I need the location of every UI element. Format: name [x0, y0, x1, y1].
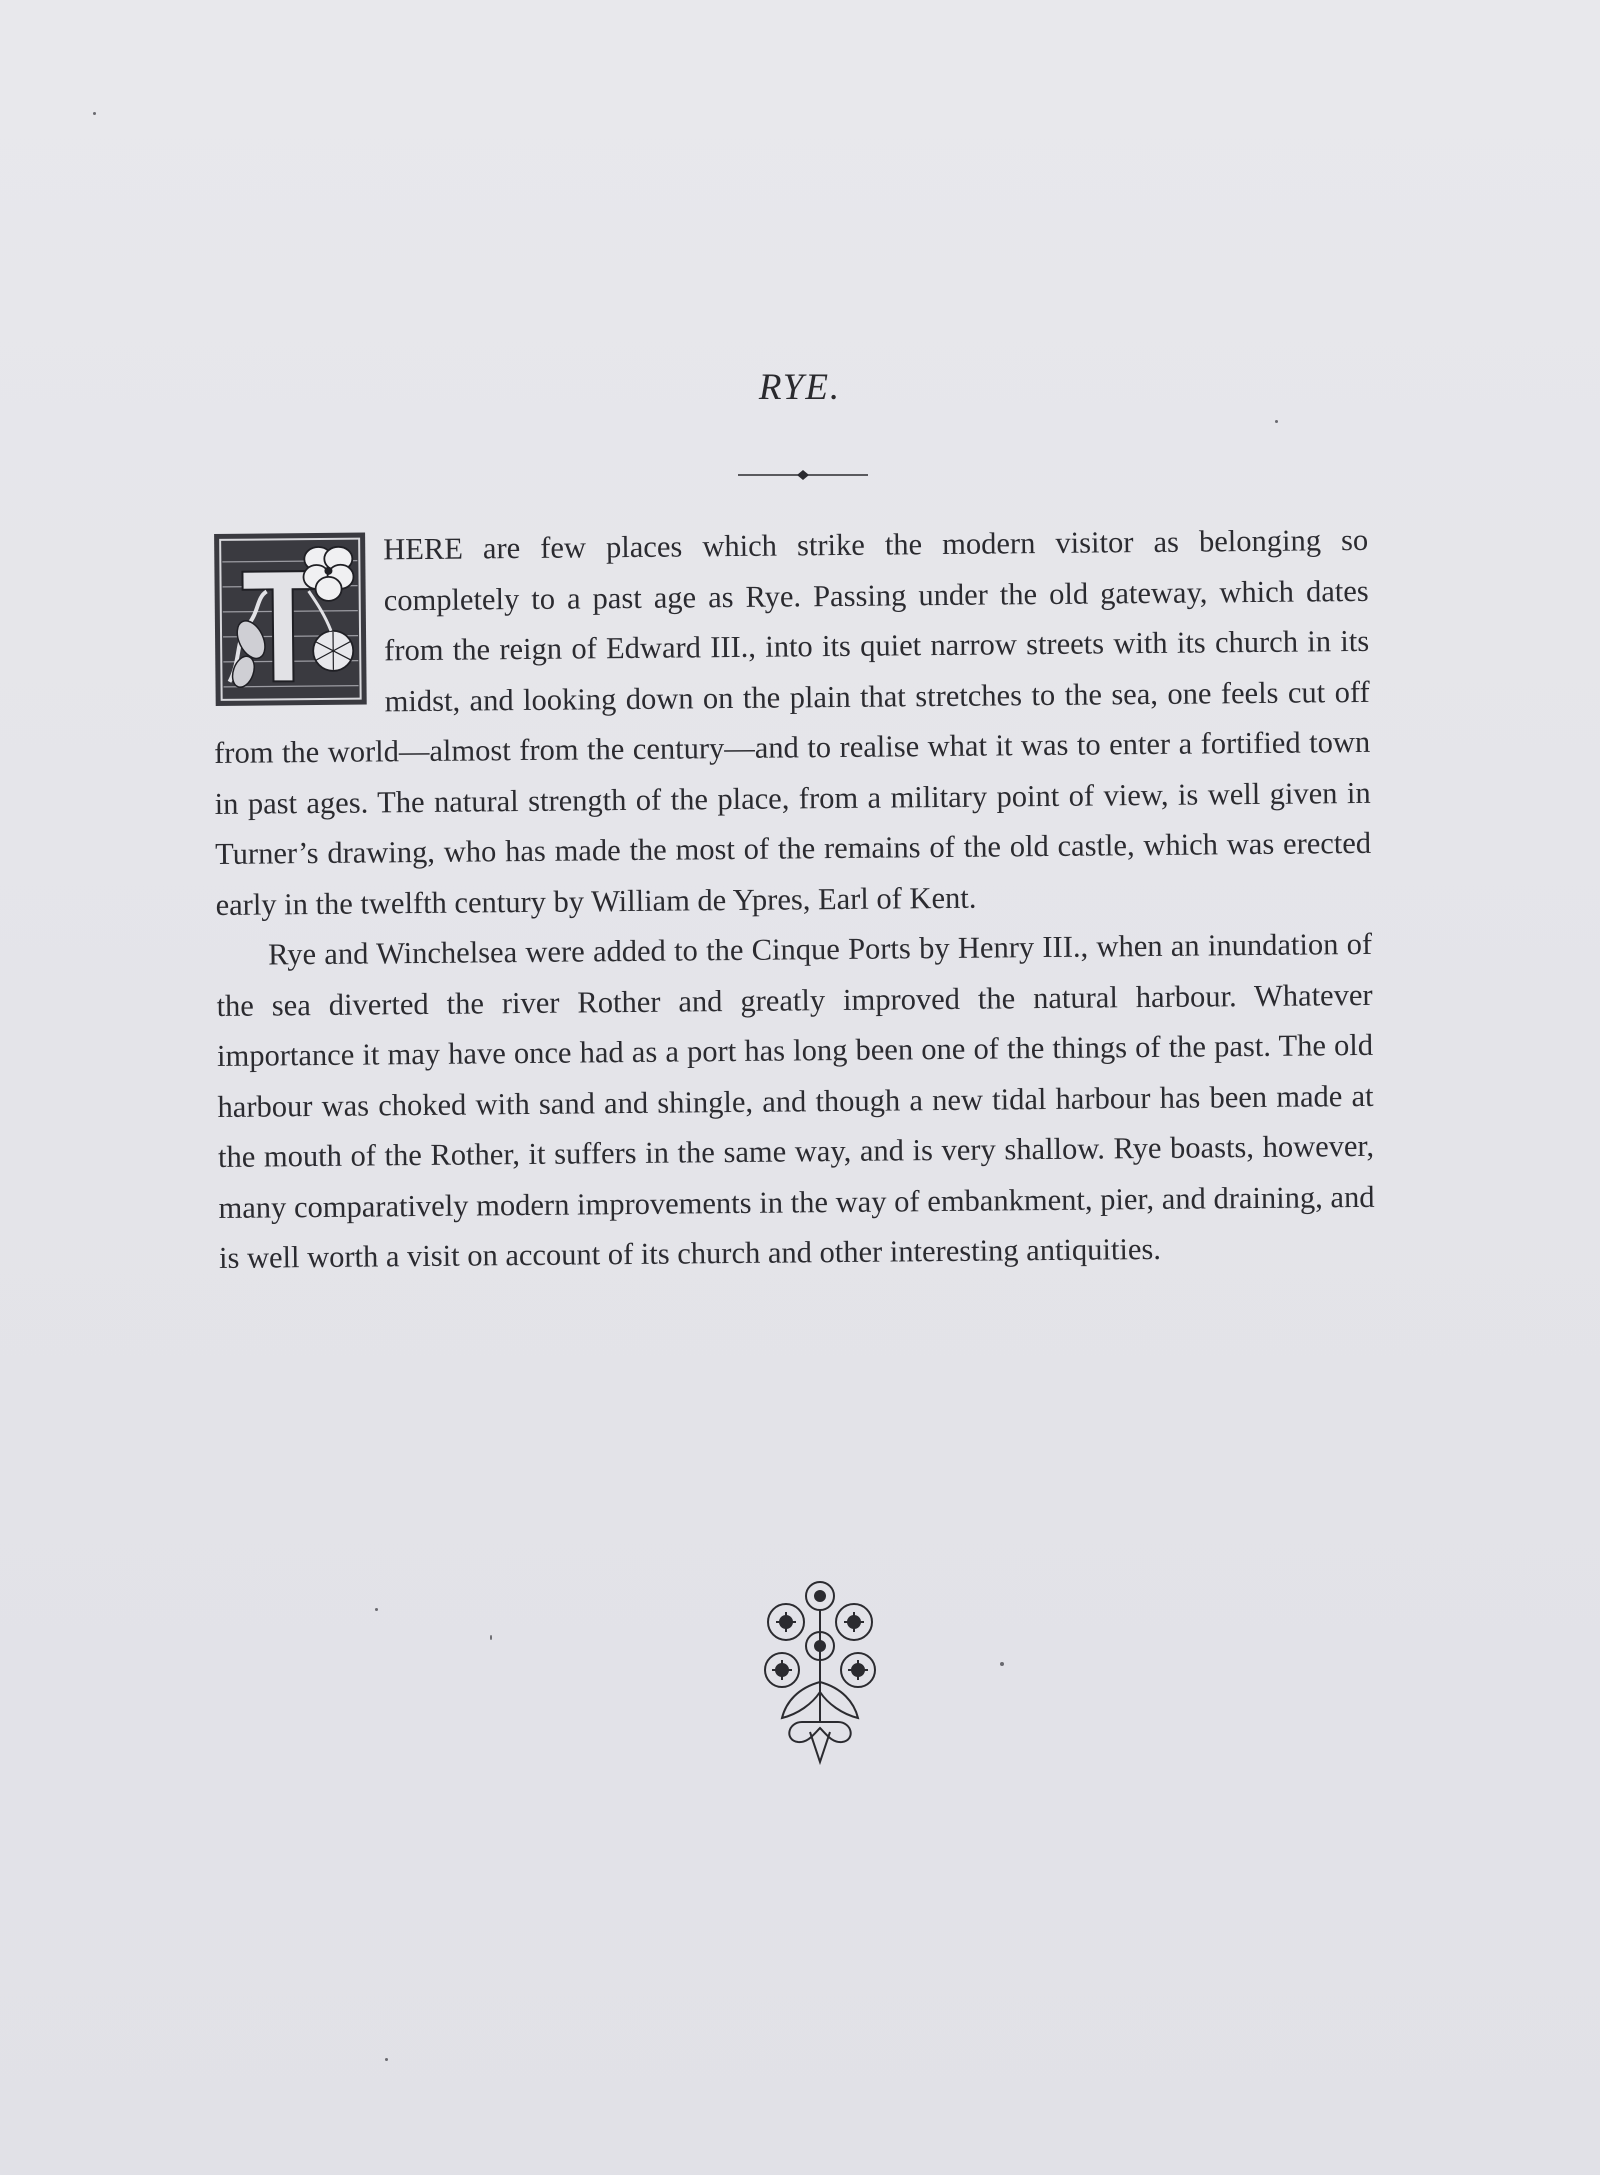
paper-speck — [93, 112, 96, 115]
paper-speck — [375, 1608, 378, 1611]
diamond-rule-ornament — [738, 468, 868, 482]
paper-speck — [1000, 1662, 1004, 1666]
body-text — [212, 515, 1375, 1284]
paragraph-1-text: HERE are few places which strike the modern visitor as belonging so completely to a past age as Rye. Passing under the old gateway, which dates from the reign of Edward III., into its quiet narrow streets with its church in its midst, and looking down on the plain that stretches to the sea, one feels cut off from the world—almost from the century—and to realise what it was to enter a fortified town in past ages. The natural strength of the place, from a military point of view, is well given in Turner’s drawing, who has made the most of the remains of the old castle, which was erected early in the twelfth century by William de Ypres, Earl of Kent. — [214, 522, 1372, 922]
paragraph-1 — [212, 515, 1372, 930]
dropcap-t-icon — [212, 531, 369, 708]
paper-speck — [490, 1635, 492, 1640]
paper-speck — [385, 2058, 388, 2061]
floral-tailpiece-ornament — [758, 1572, 882, 1768]
paragraph-2: Rye and Winchelsea were added to the Cinque Ports by Henry III., when an inundation of the sea diverted the river Rother and greatly improved the natural harbour. Whatever importance it may have once had as a port has long been one of the things of the past. The old harbour was choked with sand and shingle, and though a new tidal harbour has been made at the mouth of the Rother, it suffers in the same way, and is very shallow. Rye boasts, however, many comparatively modern improvements in the way of embankment, pier, and draining, and is well worth a visit on account of its church and other interesting antiquities. — [216, 926, 1375, 1275]
paper-speck — [1275, 420, 1278, 423]
page-title: RYE. — [758, 367, 842, 408]
